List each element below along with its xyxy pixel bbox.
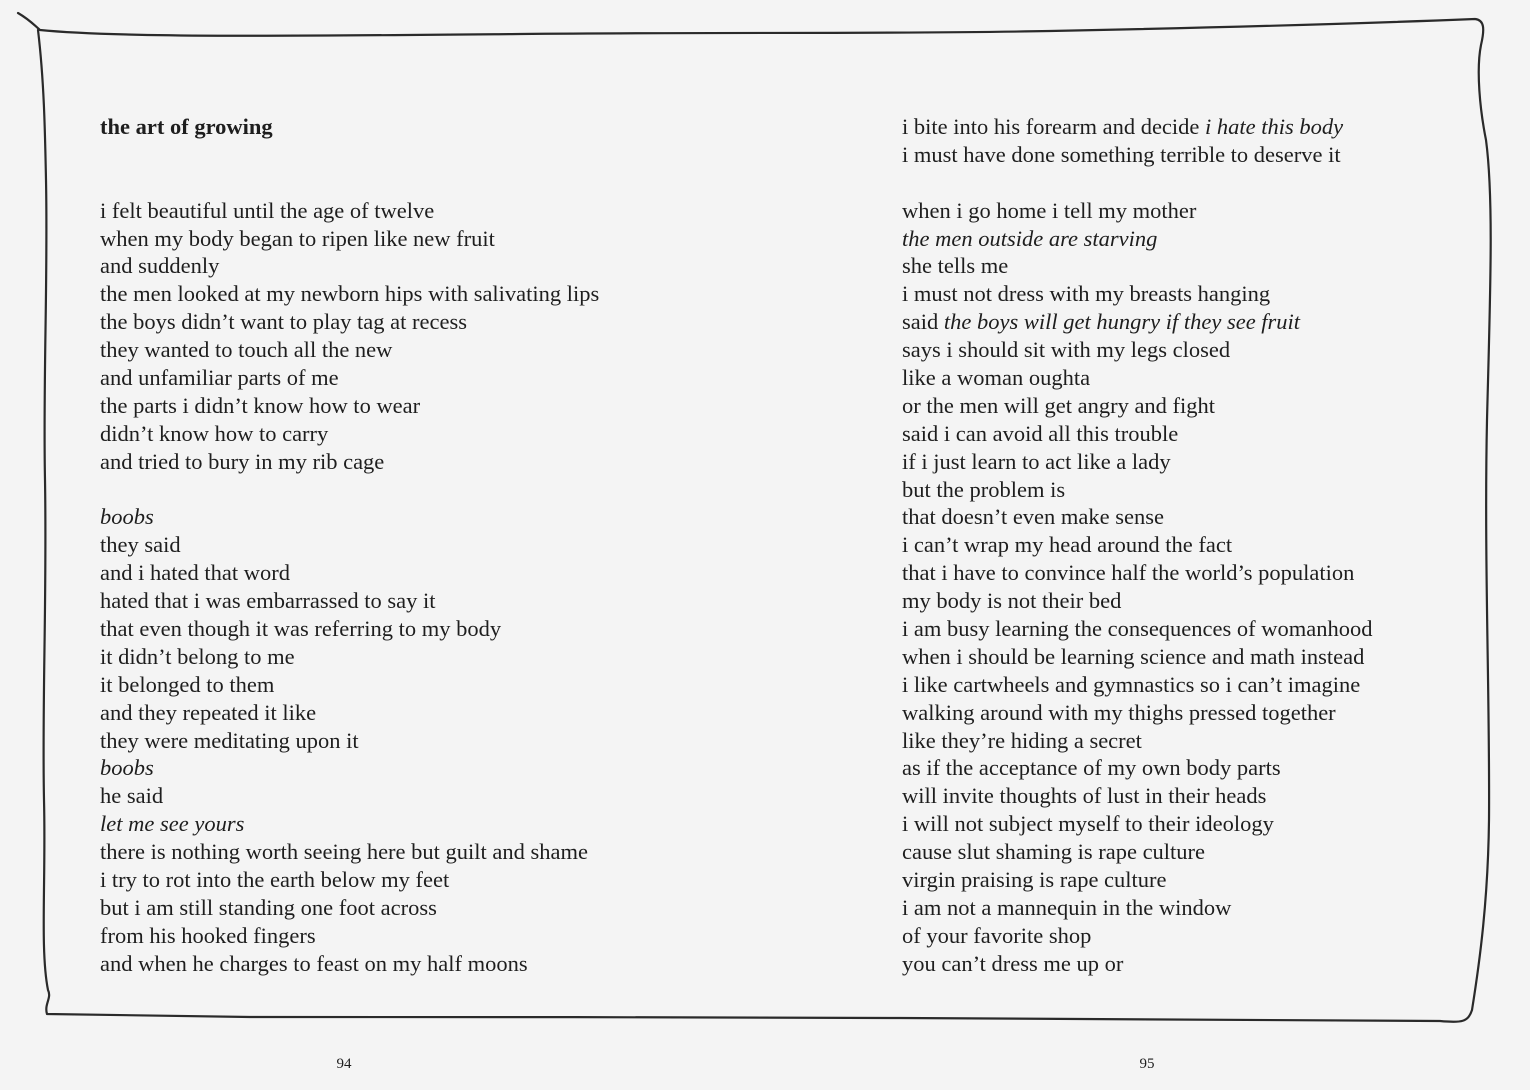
poem-line: boobs: [100, 755, 154, 781]
text-segment: i must have done something terrible to deserve it: [902, 141, 1341, 167]
page-number-right: 95: [1139, 1056, 1155, 1072]
left-page-poem: [100, 113, 800, 978]
poem-line: [902, 922, 1462, 950]
poem-line: didn’t know how to carry: [100, 420, 329, 446]
poem-line: he said: [100, 783, 164, 809]
poem-line: [902, 643, 1462, 671]
text-segment: she tells me: [902, 253, 1009, 279]
poem-line: [902, 671, 1462, 699]
poem-line: the parts i didn’t know how to wear: [100, 392, 421, 418]
italic-segment: the men outside are starving: [902, 225, 1158, 251]
text-segment: i bite into his forearm and decide: [902, 114, 1206, 139]
text-segment: i will not subject myself to their ideology: [902, 811, 1274, 837]
text-segment: i am busy learning the consequences of womanhood: [902, 616, 1373, 642]
text-segment: cause slut shaming is rape culture: [902, 839, 1206, 865]
text-segment: that doesn’t even make sense: [902, 504, 1165, 530]
poem-line: it didn’t belong to me: [100, 643, 295, 669]
text-segment: like they’re hiding a secret: [902, 727, 1142, 753]
text-segment: said: [902, 309, 944, 335]
poem-line: and they repeated it like: [100, 699, 317, 725]
poem-line: [902, 392, 1462, 420]
text-segment: i can’t wrap my head around the fact: [902, 532, 1233, 558]
text-segment: will invite thoughts of lust in their heads: [902, 783, 1267, 809]
poem-line: [902, 615, 1462, 643]
poem-line: [902, 225, 1462, 253]
page-number-left: 94: [336, 1056, 352, 1072]
poem-line: [902, 866, 1462, 894]
stanza-break: [902, 169, 1462, 197]
text-segment: when i go home i tell my mother: [902, 197, 1197, 223]
poem-line: and suddenly: [100, 253, 220, 279]
text-segment: said i can avoid all this trouble: [902, 420, 1179, 446]
poem-line: [902, 950, 1462, 978]
text-segment: that i have to convince half the world’s population: [902, 560, 1355, 586]
poem-line: when my body began to ripen like new fruit: [100, 225, 495, 251]
poem-line: [902, 894, 1462, 922]
text-segment: i must not dress with my breasts hanging: [902, 281, 1271, 307]
text-segment: if i just learn to act like a lady: [902, 448, 1171, 474]
text-segment: but the problem is: [902, 476, 1066, 502]
stanza-break: [100, 141, 800, 169]
poem-line: and unfamiliar parts of me: [100, 365, 339, 391]
poem-line: [902, 782, 1462, 810]
poem-line: it belonged to them: [100, 671, 275, 697]
poem-line: i try to rot into the earth below my feet: [100, 867, 450, 893]
poem-line: and tried to bury in my rib cage: [100, 448, 385, 474]
poem-line: [902, 476, 1462, 504]
poem-line: there is nothing worth seeing here but guilt and shame: [100, 839, 589, 865]
poem-line: they wanted to touch all the new: [100, 337, 393, 363]
poem-line: the men looked at my newborn hips with salivating lips: [100, 281, 600, 307]
poem-line: [902, 754, 1462, 782]
poem-line: [902, 336, 1462, 364]
poem-line: [902, 448, 1462, 476]
poem-line: [902, 141, 1462, 169]
text-segment: my body is not their bed: [902, 588, 1122, 614]
poem-line: but i am still standing one foot across: [100, 894, 437, 920]
poem-title: the art of growing: [100, 114, 273, 139]
poem-line: and when he charges to feast on my half moons: [100, 950, 528, 976]
text-segment: you can’t dress me up or: [902, 950, 1124, 976]
poem-line: [902, 197, 1462, 225]
poem-line: [902, 308, 1462, 336]
text-segment: like a woman oughta: [902, 365, 1091, 391]
poem-line: [902, 113, 1462, 141]
poem-line: [902, 810, 1462, 838]
poem-line: [902, 364, 1462, 392]
text-segment: walking around with my thighs pressed together: [902, 699, 1336, 725]
poem-line: [902, 280, 1462, 308]
text-segment: when i should be learning science and math instead: [902, 643, 1365, 669]
poem-line: from his hooked fingers: [100, 922, 316, 948]
right-page-poem: [902, 113, 1462, 978]
poem-line: [902, 699, 1462, 727]
poem-line: [902, 559, 1462, 587]
poem-line: [902, 587, 1462, 615]
italic-segment: i hate this body: [1205, 114, 1344, 139]
text-segment: of your favorite shop: [902, 922, 1092, 948]
text-segment: or the men will get angry and fight: [902, 392, 1216, 418]
poem-line: hated that i was embarrassed to say it: [100, 588, 436, 614]
text-segment: i am not a mannequin in the window: [902, 894, 1232, 920]
poem-line: [902, 727, 1462, 755]
poem-line: [902, 252, 1462, 280]
stanza-break: [100, 476, 800, 504]
italic-segment: the boys will get hungry if they see fruit: [943, 309, 1301, 335]
poem-line: and i hated that word: [100, 560, 290, 586]
poem-line: they said: [100, 532, 181, 558]
poem-line: [902, 420, 1462, 448]
poem-line: [902, 531, 1462, 559]
poem-line: [902, 503, 1462, 531]
text-segment: says i should sit with my legs closed: [902, 337, 1231, 363]
poem-line: the boys didn’t want to play tag at recess: [100, 309, 467, 335]
poem-line: let me see yours: [100, 811, 245, 837]
poem-line: that even though it was referring to my body: [100, 616, 502, 642]
stanza-break: [100, 169, 800, 197]
poem-line: boobs: [100, 504, 154, 530]
text-segment: as if the acceptance of my own body parts: [902, 755, 1281, 781]
poem-line: [902, 838, 1462, 866]
text-segment: i like cartwheels and gymnastics so i can’t imagine: [902, 671, 1361, 697]
text-segment: virgin praising is rape culture: [902, 867, 1167, 893]
poem-line: they were meditating upon it: [100, 727, 359, 753]
poem-line: i felt beautiful until the age of twelve: [100, 197, 435, 223]
